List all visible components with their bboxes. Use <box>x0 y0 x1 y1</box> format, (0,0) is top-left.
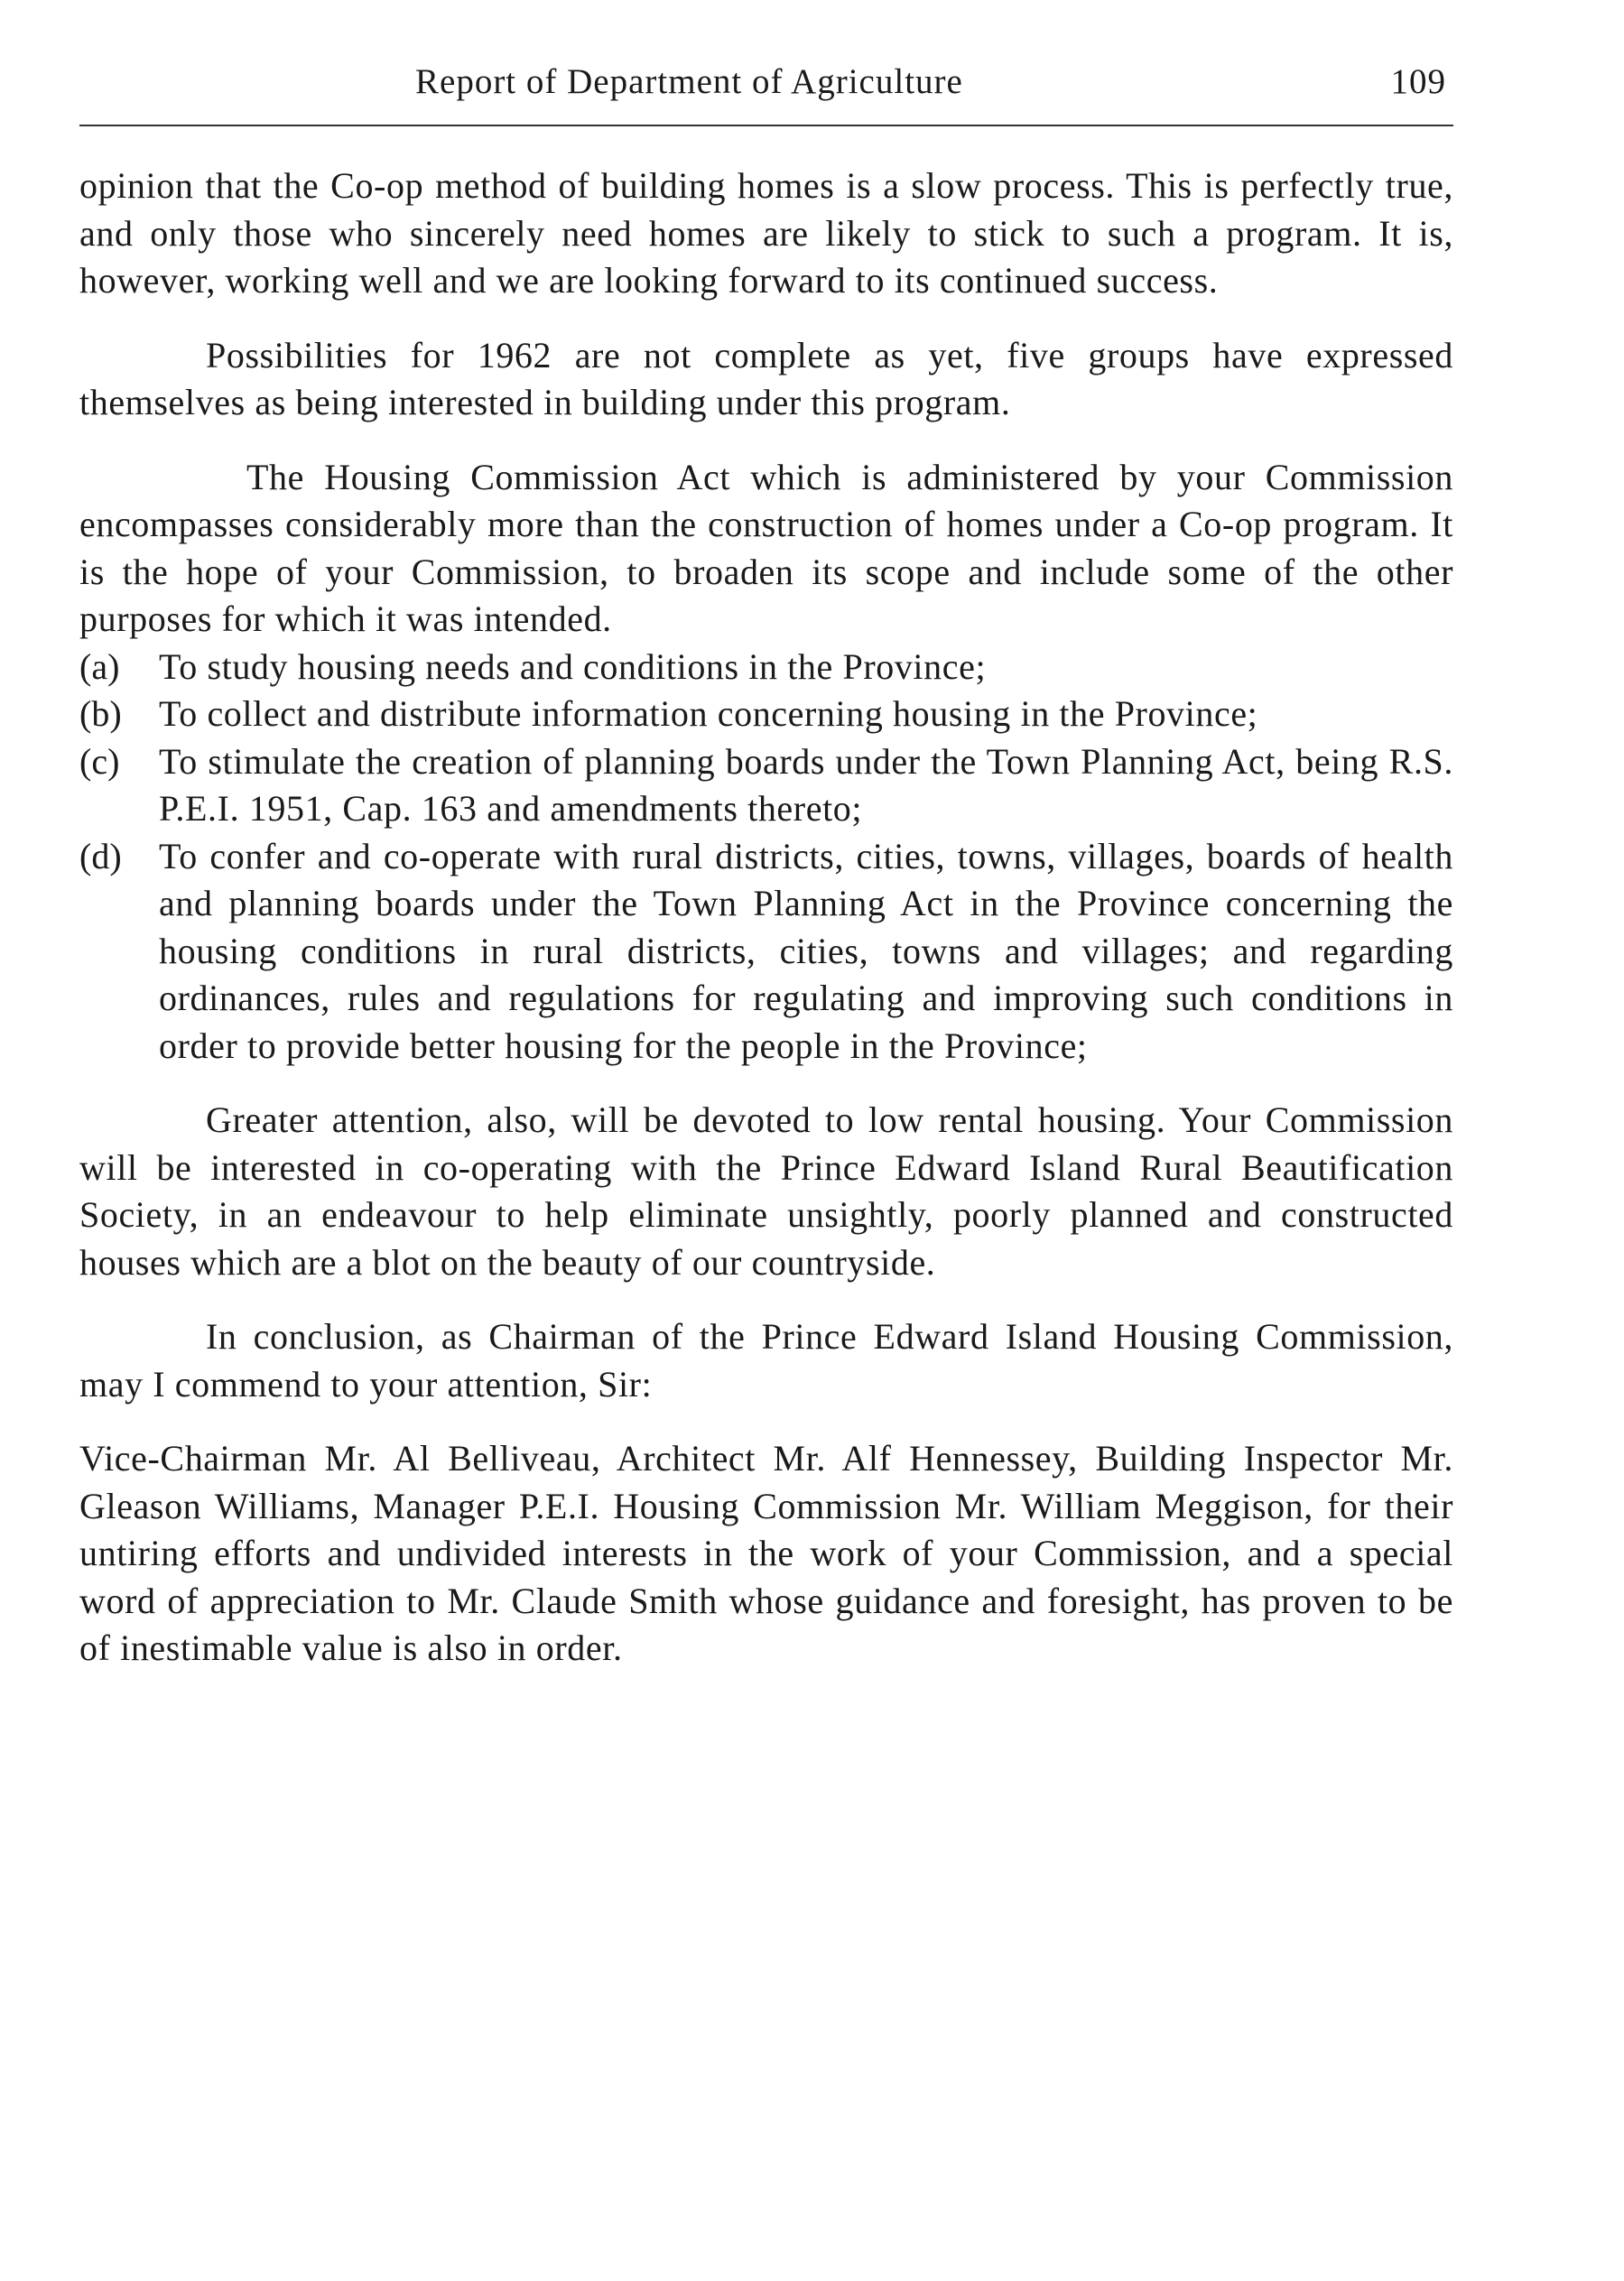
list-label: (b) <box>79 693 122 734</box>
list-text: To stimulate the creation of planning boards under the Town Planning Act, being R.S. P.E.I. 1951, Cap. 163 and amendments thereto; <box>159 740 1453 829</box>
page-number: 109 <box>1390 62 1446 101</box>
paragraph-continued: opinion that the Co-op method of building homes is a slow process. This is perfectly true, and only those who sincerely need homes are likely to stick to such a program. It is, however, working well and we are looking forward to its continued success. <box>79 165 1453 301</box>
list-label: (c) <box>79 740 120 782</box>
list-label: (d) <box>79 835 122 876</box>
paragraph-acknowledgements: Vice-Chairman Mr. Al Belliveau, Architect Mr. Alf Hennessey, Building Inspector Mr. Gleason Williams, Manager P.E.I. Housing Commission Mr. William Meggison, for their untiring efforts and undivided interests in the work of your Commission, and a special word of appreciation to Mr. Claude Smith whose guidance and foresight, has proven to be of inestimable value is also in order. <box>79 1438 1453 1668</box>
header-rule <box>79 125 1453 126</box>
paragraph-possibilities: Possibilities for 1962 are not complete as yet, five groups have expressed themselves as being interested in building under this program. <box>79 334 1453 422</box>
list-label: (a) <box>79 645 120 687</box>
header-title: Report of Department of Agriculture <box>415 62 963 101</box>
list-item-c <box>79 738 1453 833</box>
paragraph-rental-housing: Greater attention, also, will be devoted to low rental housing. Your Commission will be interested in co-operating with the Prince Edward Island Rural Beautification Society, in an endeavour to help eliminate unsightly, poorly planned and constructed houses which are a blot on the beauty of our countryside. <box>79 1099 1453 1283</box>
running-header <box>79 56 1453 116</box>
paragraph-housing-act: The Housing Commission Act which is administered by your Commission encompasses considerably more than the construction of homes under a Co-op program. It is the hope of your Commission, to broaden its scope and include some of the other purposes for which it was intended. <box>79 456 1453 639</box>
list-text: To confer and co-operate with rural districts, cities, towns, villages, boards of health and planning boards under the Town Planning Act in the Province concerning the housing conditions in rural districts, cities, towns and villages; and regarding ordinances, rules and regulations for regulating and improving such conditions in order to provide better housing for the people in the Province; <box>159 835 1453 1066</box>
list-item-a <box>79 644 1453 691</box>
list-text: To collect and distribute information concerning housing in the Province; <box>159 693 1258 734</box>
list-text: To study housing needs and conditions in the Province; <box>159 645 987 687</box>
body-text <box>79 162 1453 1673</box>
list-item-d <box>79 833 1453 1071</box>
list-item-b <box>79 691 1453 738</box>
paragraph-conclusion: In conclusion, as Chairman of the Prince Edward Island Housing Commission, may I commend to your attention, Sir: <box>79 1316 1453 1405</box>
